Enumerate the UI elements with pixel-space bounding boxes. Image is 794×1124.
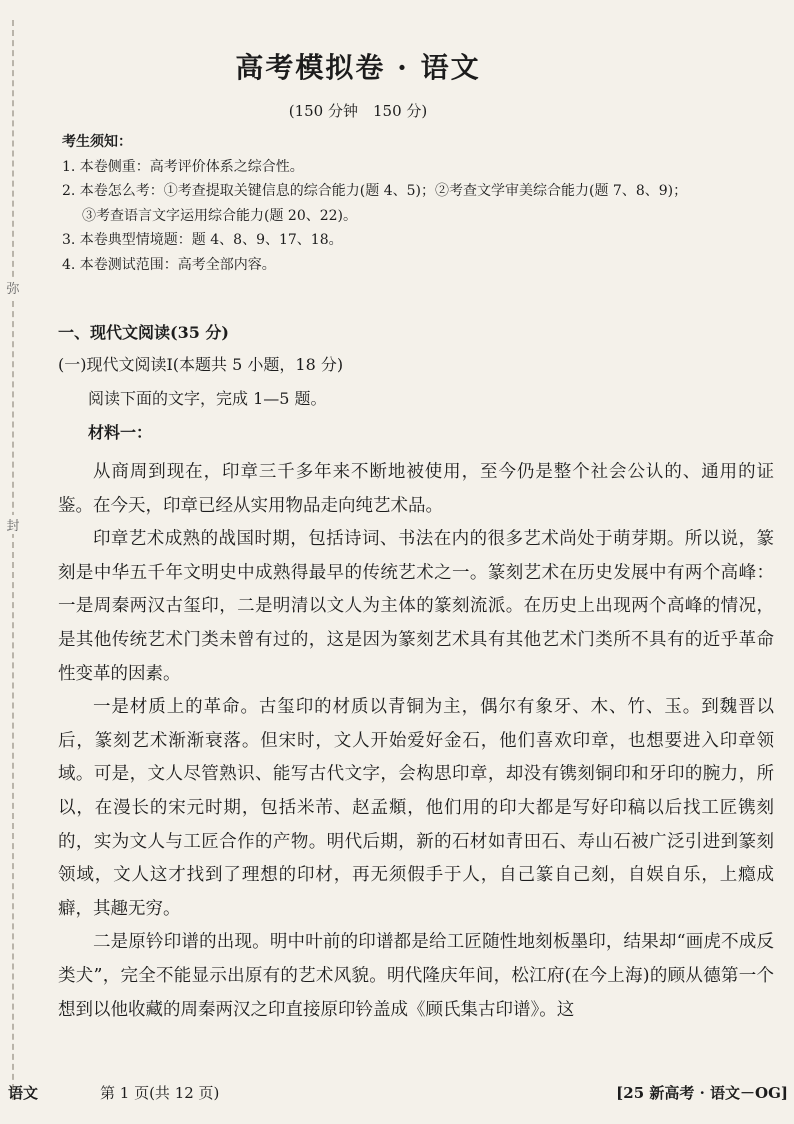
passage-paragraph: 印章艺术成熟的战国时期，包括诗词、书法在内的很多艺术尚处于萌芽期。所以说，篆刻是中华五千年文明史中成熟得最早的传统艺术之一。篆刻艺术在历史发展中有两个高峰：一是周秦两汉古玺印，二是明清以文人为主体的篆刻流派。在历史上出现两个高峰的情况，是其他传统艺术门类未曾有过的，这是因为篆刻艺术具有其他艺术门类所不具有的近乎革命性变革的因素。 — [58, 529, 774, 684]
passage-paragraph: 二是原钤印谱的出现。明中叶前的印谱都是给工匠随性地刻板墨印，结果却“画虎不成反类犬”，完全不能显示出原有的艺术风貌。明代隆庆年间，松江府(在今上海)的顾从德第一个想到以他收藏的周秦两汉之印直接原印钤盖成《顾氏集古印谱》。这 — [58, 932, 774, 1020]
section-heading: 一、现代文阅读(35 分) — [58, 323, 229, 342]
notice-item: ③考查语言文字运用综合能力(题 20、22)。 — [82, 207, 358, 224]
reading-passage — [58, 456, 774, 1027]
notice-item: 3. 本卷典型情境题：题 4、8、9、17、18。 — [62, 232, 343, 248]
margin-seal-label: 封 — [2, 515, 24, 534]
page-footer — [8, 1082, 788, 1106]
reading-instruction: 阅读下面的文字，完成 1—5 题。 — [88, 389, 327, 408]
notice-item: 1. 本卷侧重：高考评价体系之综合性。 — [62, 158, 304, 175]
footer-exam-code: [25 新高考 · 语文－OG] — [616, 1084, 788, 1102]
passage-paragraph: 从商周到现在，印章三千多年来不断地被使用，至今仍是整个社会公认的、通用的证鉴。在今天，印章已经从实用物品走向纯艺术品。 — [58, 462, 774, 516]
exam-duration-score: (150 分钟 150 分) — [288, 102, 428, 120]
margin-seal-label: 弥 — [2, 278, 24, 297]
notice-item: 2. 本卷怎么考：①考查提取关键信息的综合能力(题 4、5)；②考查文学审美综合能力(题 7、8、9)； — [62, 183, 688, 199]
material-label: 材料一： — [88, 423, 153, 442]
page-title: 高考模拟卷 · 语文 — [235, 51, 481, 84]
notice-heading: 考生须知： — [62, 134, 132, 150]
candidate-notice — [62, 130, 687, 277]
subsection-heading: (一)现代文阅读Ⅰ(本题共 5 小题，18 分) — [58, 355, 344, 374]
binding-line — [12, 20, 16, 1100]
notice-item: 4. 本卷测试范围：高考全部内容。 — [62, 256, 276, 273]
footer-subject: 语文 — [8, 1084, 39, 1102]
passage-paragraph: 一是材质上的革命。古玺印的材质以青铜为主，偶尔有象牙、木、竹、玉。到魏晋以后，篆刻艺术渐渐衰落。但宋时，文人开始爱好金石，他们喜欢印章，也想要进入印章领域。可是，文人尽管熟识、能写古代文字，会构思印章，却没有镌刻铜印和牙印的腕力，所以，在漫长的宋元时期，包括米芾、赵孟頫，他们用的印大都是写好印稿以后找工匠镌刻的，实为文人与工匠合作的产物。明代后期，新的石材如青田石、寿山石被广泛引进到篆刻领域，文人这才找到了理想的印材，再无须假手于人，自己篆自己刻，自娱自乐，上瘾成癖，其趣无穷。 — [58, 697, 774, 919]
footer-page-number: 第 1 页(共 12 页) — [100, 1084, 220, 1102]
